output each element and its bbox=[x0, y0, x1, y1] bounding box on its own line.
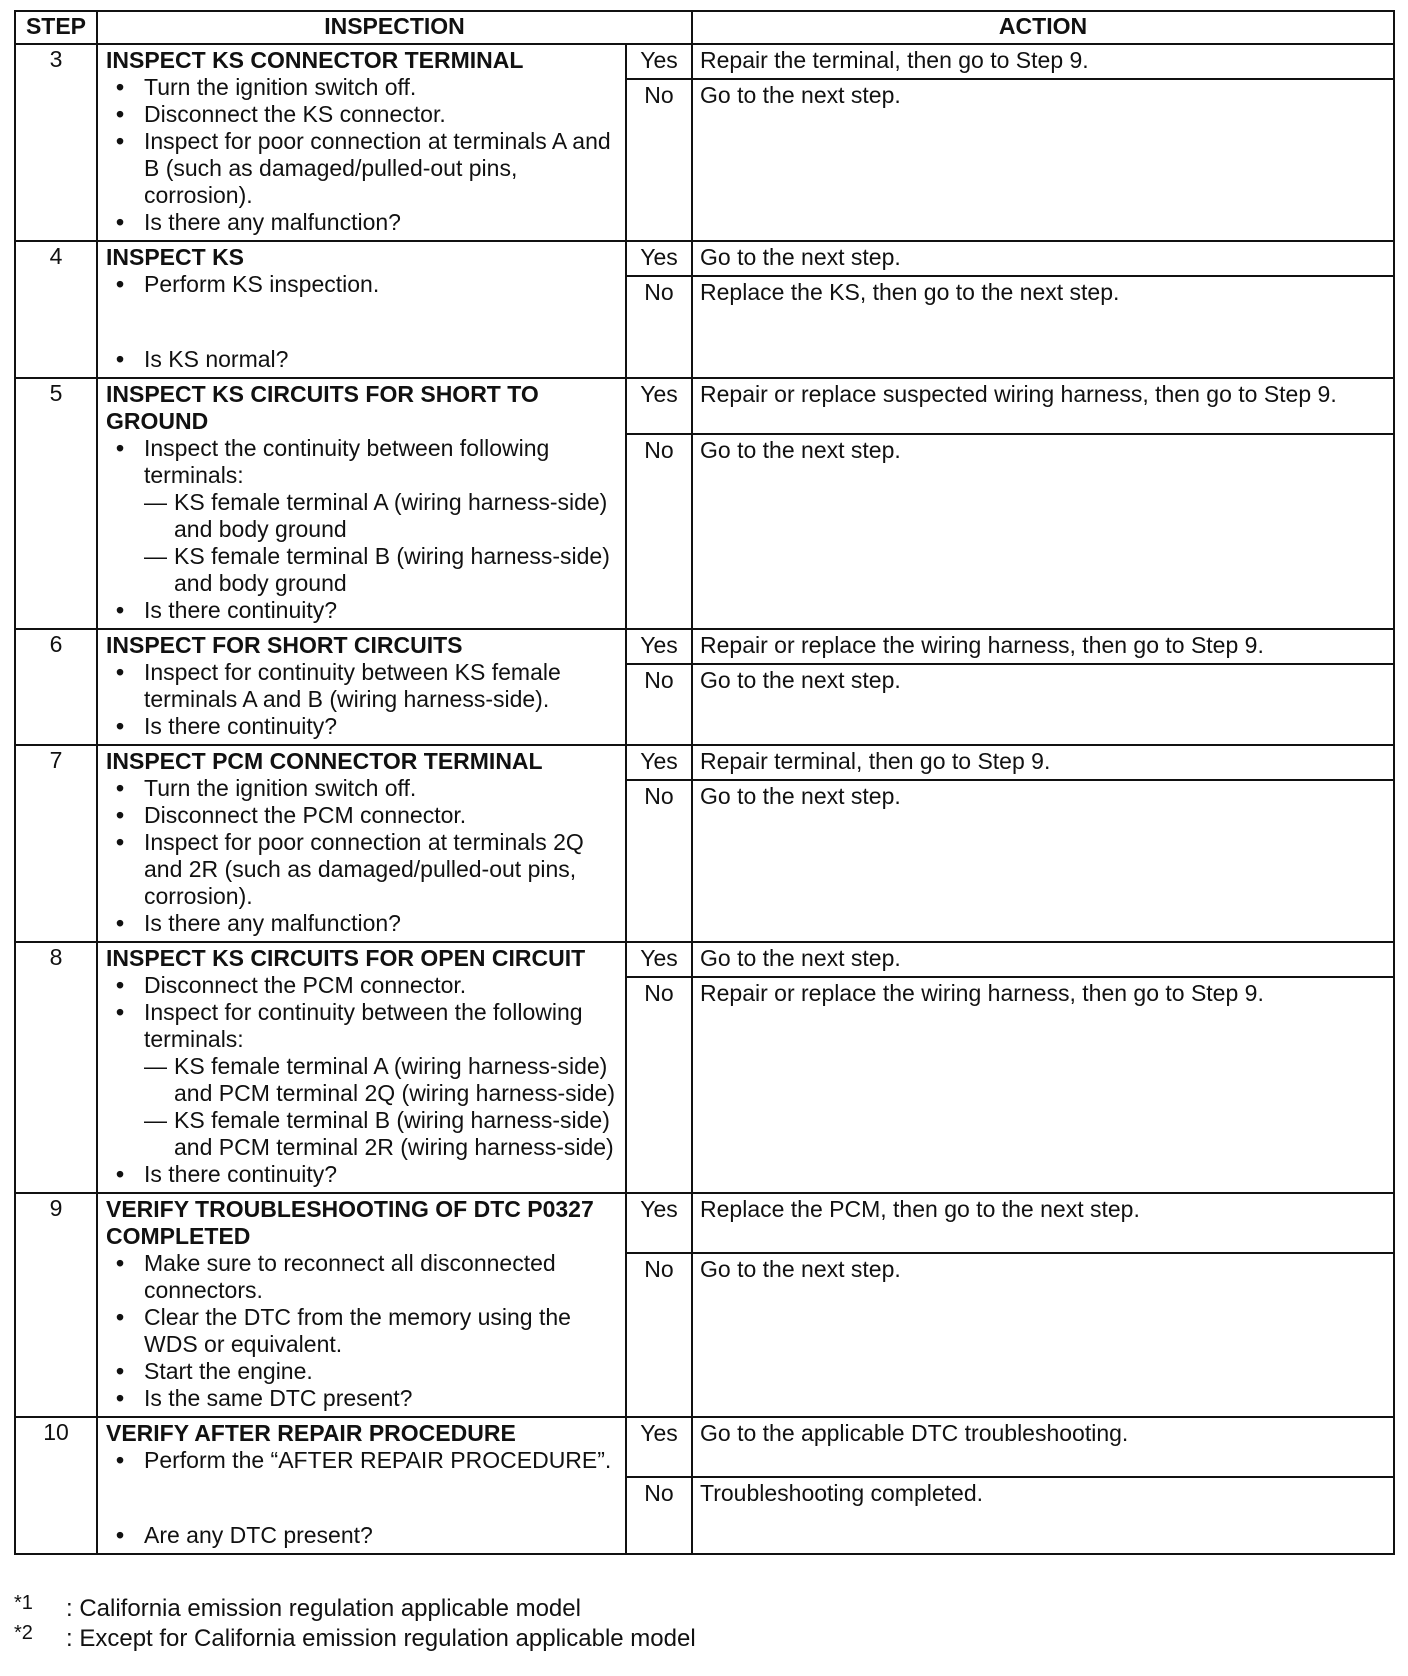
footnote bbox=[14, 1594, 696, 1624]
list-item bbox=[106, 775, 621, 802]
dash-icon: — bbox=[144, 1107, 167, 1133]
list-item bbox=[106, 74, 621, 101]
step-row-8-yes bbox=[15, 942, 1394, 977]
bullet-icon: • bbox=[116, 972, 125, 998]
bullet-icon: • bbox=[116, 1447, 125, 1473]
table-header-row bbox=[15, 11, 1394, 44]
step-row-6-yes bbox=[15, 629, 1394, 664]
step-row-4-yes bbox=[15, 241, 1394, 276]
yes-action: Repair the terminal, then go to Step 9. bbox=[692, 44, 1394, 79]
item-text: Perform the “AFTER REPAIR PROCEDURE”. bbox=[144, 1447, 612, 1473]
inspection-cell bbox=[97, 942, 626, 1193]
step-number: 8 bbox=[15, 942, 97, 1193]
list-item bbox=[106, 346, 621, 373]
step-number: 10 bbox=[15, 1417, 97, 1554]
step-number: 7 bbox=[15, 745, 97, 942]
footnote-mark: *1 bbox=[14, 1592, 33, 1614]
list-item bbox=[106, 1250, 621, 1304]
item-text: Is there any malfunction? bbox=[144, 209, 401, 235]
item-text: Is there continuity? bbox=[144, 597, 338, 623]
header-action: ACTION bbox=[692, 11, 1394, 44]
bullet-icon: • bbox=[116, 271, 125, 297]
bullet-icon: • bbox=[116, 999, 125, 1025]
inspection-list bbox=[106, 775, 621, 937]
yes-action: Go to the next step. bbox=[692, 241, 1394, 276]
inspection-title: INSPECT KS CIRCUITS FOR SHORT TO GROUND bbox=[106, 381, 539, 434]
list-item bbox=[106, 972, 621, 999]
item-text: Are any DTC present? bbox=[144, 1522, 373, 1548]
bullet-icon: • bbox=[116, 1385, 125, 1411]
yes-action: Replace the PCM, then go to the next step. bbox=[692, 1193, 1394, 1253]
dash-icon: — bbox=[144, 489, 167, 515]
list-item bbox=[106, 597, 621, 624]
item-text: KS female terminal B (wiring harness-side) and body ground bbox=[174, 543, 610, 596]
inspection-cell bbox=[97, 629, 626, 745]
list-item bbox=[106, 910, 621, 937]
bullet-icon: • bbox=[116, 829, 125, 855]
bullet-icon: • bbox=[116, 910, 125, 936]
sub-item bbox=[106, 1053, 621, 1107]
yes-label: Yes bbox=[626, 1417, 692, 1477]
inspection-cell bbox=[97, 378, 626, 629]
bullet-icon: • bbox=[116, 1522, 125, 1548]
item-text: Turn the ignition switch off. bbox=[144, 74, 417, 100]
item-text: Is KS normal? bbox=[144, 346, 289, 372]
yes-action: Go to the next step. bbox=[692, 942, 1394, 977]
footnote-text: : Except for California emission regulation applicable model bbox=[66, 1625, 696, 1652]
list-item bbox=[106, 435, 621, 489]
no-label: No bbox=[626, 780, 692, 942]
list-item bbox=[106, 829, 621, 910]
bullet-icon: • bbox=[116, 1250, 125, 1276]
step-number: 5 bbox=[15, 378, 97, 629]
list-item bbox=[106, 999, 621, 1053]
bullet-icon: • bbox=[116, 775, 125, 801]
inspection-list bbox=[106, 271, 621, 373]
item-text: Disconnect the PCM connector. bbox=[144, 972, 467, 998]
yes-action: Repair terminal, then go to Step 9. bbox=[692, 745, 1394, 780]
list-item bbox=[106, 802, 621, 829]
yes-action: Repair or replace the wiring harness, then go to Step 9. bbox=[692, 629, 1394, 664]
item-text: Inspect the continuity between following terminals: bbox=[144, 435, 550, 488]
inspection-cell bbox=[97, 745, 626, 942]
item-text: Disconnect the KS connector. bbox=[144, 101, 446, 127]
bullet-icon: • bbox=[116, 659, 125, 685]
no-label: No bbox=[626, 1253, 692, 1417]
footnote bbox=[14, 1624, 696, 1654]
inspection-title: INSPECT KS CIRCUITS FOR OPEN CIRCUIT bbox=[106, 945, 586, 971]
no-action: Troubleshooting completed. bbox=[692, 1477, 1394, 1554]
troubleshooting-sheet bbox=[14, 10, 1393, 1555]
list-item bbox=[106, 101, 621, 128]
sub-item bbox=[106, 489, 621, 543]
item-text: Inspect for continuity between KS female terminals A and B (wiring harness-side). bbox=[144, 659, 561, 712]
step-row-3-yes bbox=[15, 44, 1394, 79]
yes-label: Yes bbox=[626, 44, 692, 79]
no-action: Repair or replace the wiring harness, then go to Step 9. bbox=[692, 977, 1394, 1193]
bullet-icon: • bbox=[116, 1161, 125, 1187]
inspection-list bbox=[106, 659, 621, 740]
item-text: Is there any malfunction? bbox=[144, 910, 401, 936]
yes-label: Yes bbox=[626, 378, 692, 434]
yes-label: Yes bbox=[626, 1193, 692, 1253]
no-action: Replace the KS, then go to the next step. bbox=[692, 276, 1394, 378]
list-item bbox=[106, 271, 621, 298]
inspection-cell bbox=[97, 1417, 626, 1554]
header-step: STEP bbox=[15, 11, 97, 44]
item-text: Inspect for poor connection at terminals 2Q and 2R (such as damaged/pulled-out pins, corrosion). bbox=[144, 829, 584, 909]
item-text: Inspect for continuity between the following terminals: bbox=[144, 999, 583, 1052]
inspection-list bbox=[106, 1250, 621, 1412]
inspection-cell bbox=[97, 241, 626, 378]
list-item bbox=[106, 1304, 621, 1358]
footnote-mark: *2 bbox=[14, 1622, 33, 1644]
dash-icon: — bbox=[144, 1053, 167, 1079]
yes-label: Yes bbox=[626, 629, 692, 664]
yes-action: Repair or replace suspected wiring harness, then go to Step 9. bbox=[692, 378, 1394, 434]
inspection-cell bbox=[97, 44, 626, 241]
footnotes bbox=[14, 1594, 696, 1654]
step-number: 4 bbox=[15, 241, 97, 378]
bullet-icon: • bbox=[116, 101, 125, 127]
bullet-icon: • bbox=[116, 597, 125, 623]
bullet-icon: • bbox=[116, 1358, 125, 1384]
step-number: 6 bbox=[15, 629, 97, 745]
step-row-9-yes bbox=[15, 1193, 1394, 1253]
no-label: No bbox=[626, 276, 692, 378]
item-text: Perform KS inspection. bbox=[144, 271, 380, 297]
no-label: No bbox=[626, 434, 692, 629]
list-item bbox=[106, 209, 621, 236]
no-label: No bbox=[626, 1477, 692, 1554]
sub-item bbox=[106, 1107, 621, 1161]
item-text: KS female terminal A (wiring harness-side) and body ground bbox=[174, 489, 608, 542]
item-text: Make sure to reconnect all disconnected connectors. bbox=[144, 1250, 556, 1303]
item-text: Inspect for poor connection at terminals A and B (such as damaged/pulled-out pins, corrosion). bbox=[144, 128, 611, 208]
no-action: Go to the next step. bbox=[692, 780, 1394, 942]
inspection-list bbox=[106, 74, 621, 236]
list-item bbox=[106, 713, 621, 740]
bullet-icon: • bbox=[116, 802, 125, 828]
bullet-icon: • bbox=[116, 128, 125, 154]
item-text: Turn the ignition switch off. bbox=[144, 775, 417, 801]
item-text: KS female terminal A (wiring harness-side) and PCM terminal 2Q (wiring harness-side) bbox=[174, 1053, 615, 1106]
troubleshooting-table bbox=[14, 10, 1395, 1555]
inspection-title: VERIFY TROUBLESHOOTING OF DTC P0327 COMPLETED bbox=[106, 1196, 594, 1249]
yes-label: Yes bbox=[626, 241, 692, 276]
list-item bbox=[106, 1385, 621, 1412]
yes-label: Yes bbox=[626, 745, 692, 780]
no-action: Go to the next step. bbox=[692, 434, 1394, 629]
list-item bbox=[106, 128, 621, 209]
sub-item bbox=[106, 543, 621, 597]
step-row-7-yes bbox=[15, 745, 1394, 780]
list-item bbox=[106, 1358, 621, 1385]
bullet-icon: • bbox=[116, 74, 125, 100]
list-item bbox=[106, 1522, 621, 1549]
inspection-title: VERIFY AFTER REPAIR PROCEDURE bbox=[106, 1420, 516, 1446]
bullet-icon: • bbox=[116, 435, 125, 461]
list-item bbox=[106, 659, 621, 713]
bullet-icon: • bbox=[116, 346, 125, 372]
list-item bbox=[106, 1447, 621, 1474]
yes-label: Yes bbox=[626, 942, 692, 977]
bullet-icon: • bbox=[116, 713, 125, 739]
item-text: Is there continuity? bbox=[144, 713, 338, 739]
item-text: Is there continuity? bbox=[144, 1161, 338, 1187]
inspection-list bbox=[106, 435, 621, 624]
inspection-list bbox=[106, 972, 621, 1188]
item-text: Is the same DTC present? bbox=[144, 1385, 413, 1411]
footnote-text: : California emission regulation applicable model bbox=[66, 1595, 581, 1622]
dash-icon: — bbox=[144, 543, 167, 569]
step-row-10-yes bbox=[15, 1417, 1394, 1477]
header-inspection: INSPECTION bbox=[97, 11, 692, 44]
no-label: No bbox=[626, 664, 692, 745]
bullet-icon: • bbox=[116, 209, 125, 235]
no-action: Go to the next step. bbox=[692, 79, 1394, 241]
list-item bbox=[106, 1161, 621, 1188]
item-text: Disconnect the PCM connector. bbox=[144, 802, 467, 828]
item-text: Clear the DTC from the memory using the WDS or equivalent. bbox=[144, 1304, 571, 1357]
step-number: 9 bbox=[15, 1193, 97, 1417]
no-label: No bbox=[626, 977, 692, 1193]
no-label: No bbox=[626, 79, 692, 241]
step-number: 3 bbox=[15, 44, 97, 241]
no-action: Go to the next step. bbox=[692, 1253, 1394, 1417]
bullet-icon: • bbox=[116, 1304, 125, 1330]
inspection-list bbox=[106, 1447, 621, 1549]
inspection-cell bbox=[97, 1193, 626, 1417]
yes-action: Go to the applicable DTC troubleshooting. bbox=[692, 1417, 1394, 1477]
inspection-title: INSPECT FOR SHORT CIRCUITS bbox=[106, 632, 463, 658]
inspection-title: INSPECT KS bbox=[106, 244, 245, 270]
no-action: Go to the next step. bbox=[692, 664, 1394, 745]
step-row-5-yes bbox=[15, 378, 1394, 434]
inspection-title: INSPECT PCM CONNECTOR TERMINAL bbox=[106, 748, 543, 774]
item-text: Start the engine. bbox=[144, 1358, 313, 1384]
item-text: KS female terminal B (wiring harness-side) and PCM terminal 2R (wiring harness-side) bbox=[174, 1107, 614, 1160]
inspection-title: INSPECT KS CONNECTOR TERMINAL bbox=[106, 47, 524, 73]
